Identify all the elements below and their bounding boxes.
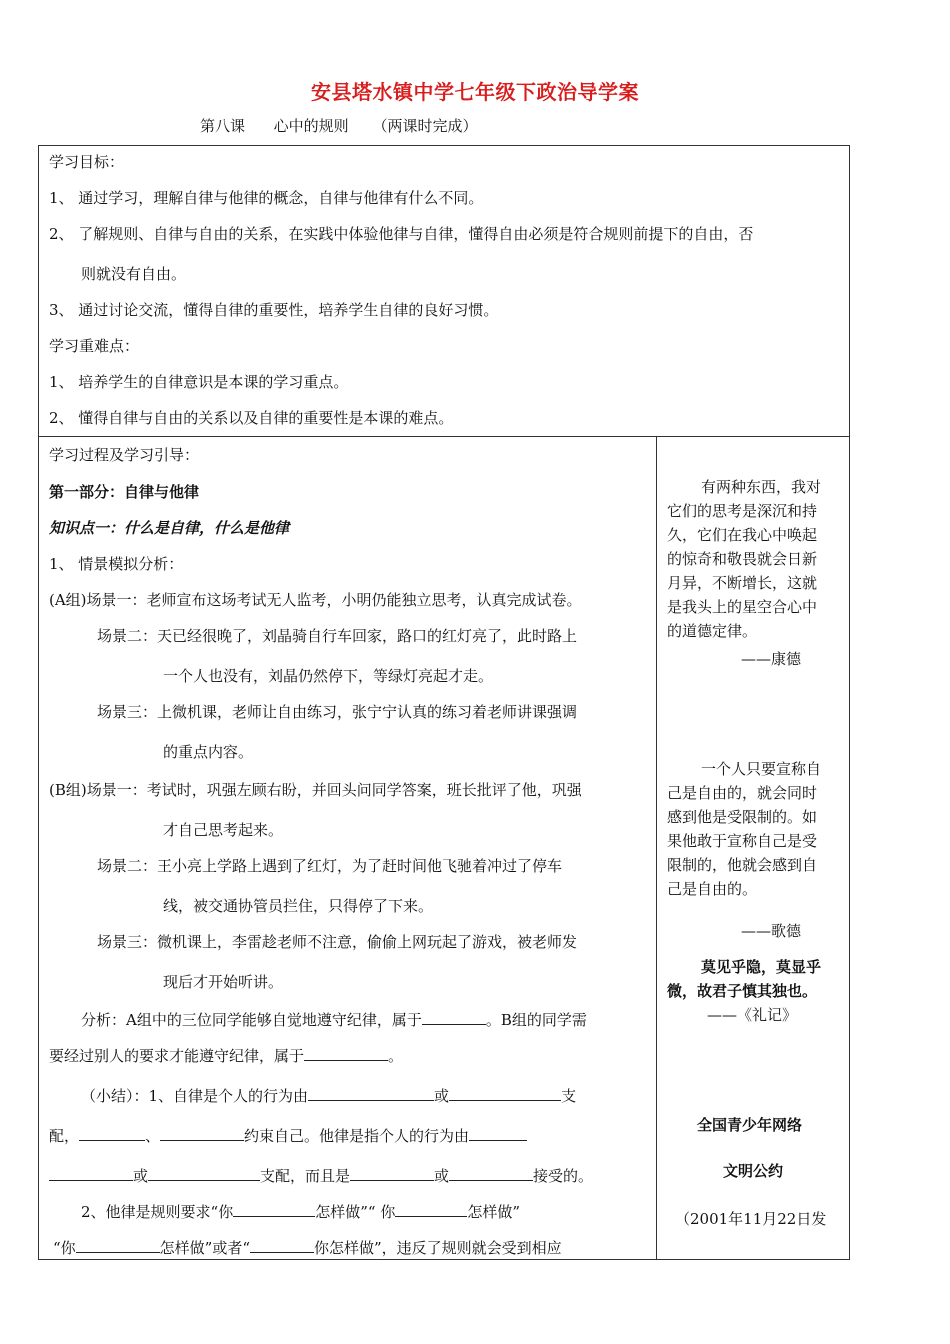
key-point-item: 2、 懂得自律与自由的关系以及自律的重要性是本课的难点。 bbox=[49, 409, 454, 427]
fill-blank[interactable] bbox=[304, 1046, 388, 1061]
scenario-intro: 1、 情景模拟分析： bbox=[49, 555, 184, 573]
analysis-line: 要经过别人的要求才能遵守纪律，属于 。 bbox=[49, 1047, 404, 1065]
summary-line: 或 支配，而且是 或 接受的。 bbox=[49, 1166, 593, 1186]
fill-blank[interactable] bbox=[148, 1166, 260, 1181]
quote-kant-line: 久，它们在我心中唤起 bbox=[667, 526, 818, 544]
scenario-line: (A组)场景一：老师宣布这场考试无人监考，小明仍能独立思考，认真完成试卷。 bbox=[49, 591, 582, 609]
quote-kant-line: 它们的思考是深沉和持 bbox=[667, 502, 818, 520]
quote-author: ——歌德 bbox=[741, 922, 802, 940]
scenario-line: 的重点内容。 bbox=[163, 743, 254, 761]
part-one-heading: 第一部分：自律与他律 bbox=[49, 483, 200, 501]
scenario-line: 场景二：天已经很晚了，刘晶骑自行车回家，路口的红灯亮了，此时路上 bbox=[97, 627, 578, 645]
quote-kant-line: 的惊奇和敬畏就会日新 bbox=[667, 550, 818, 568]
analysis-line: 分析：A组中的三位同学能够自觉地遵守纪律，属于 。B组的同学需 bbox=[81, 1011, 587, 1029]
key-point-item: 1、 培养学生的自律意识是本课的学习重点。 bbox=[49, 373, 349, 391]
lesson-subtitle: 第八课 心中的规则 （两课时完成） bbox=[200, 117, 478, 135]
objectives-heading: 学习目标： bbox=[49, 153, 125, 171]
fill-blank[interactable] bbox=[395, 1202, 467, 1217]
quote-kant-line: 的道德定律。 bbox=[667, 622, 758, 640]
process-heading: 学习过程及学习引导： bbox=[49, 446, 200, 464]
fill-blank[interactable] bbox=[422, 1010, 486, 1025]
page-title: 安县塔水镇中学七年级下政治导学案 bbox=[311, 80, 639, 104]
fill-blank[interactable] bbox=[160, 1126, 244, 1141]
heteronomy-line: 2、他律是规则要求“你 怎样做”“ 你 怎样做” bbox=[81, 1203, 520, 1221]
fill-blank[interactable] bbox=[49, 1166, 133, 1181]
quote-goethe-line: 感到他是受限制的。如 bbox=[667, 808, 818, 826]
quote-kant-line: 月异，不断增长，这就 bbox=[667, 574, 818, 592]
fill-blank[interactable] bbox=[449, 1086, 561, 1101]
scenario-line: (B组)场景一：考试时，巩强左顾右盼，并回头问同学答案，班长批评了他，巩强 bbox=[49, 781, 582, 799]
objective-item: 1、 通过学习，理解自律与他律的概念，自律与他律有什么不同。 bbox=[49, 189, 484, 207]
scenario-line: 一个人也没有，刘晶仍然停下，等绿灯亮起才走。 bbox=[163, 667, 494, 685]
key-points-heading: 学习重难点： bbox=[49, 337, 140, 355]
fill-blank[interactable] bbox=[469, 1126, 527, 1141]
fill-blank[interactable] bbox=[308, 1086, 434, 1101]
knowledge-point-heading: 知识点一：什么是自律，什么是他律 bbox=[49, 519, 290, 537]
scenario-line: 场景三：上微机课，老师让自由练习，张宁宁认真的练习着老师讲课强调 bbox=[97, 703, 578, 721]
objectives-box bbox=[38, 145, 850, 437]
objective-item: 3、 通过讨论交流，懂得自律的重要性，培养学生自律的良好习惯。 bbox=[49, 301, 499, 319]
process-box bbox=[38, 437, 850, 1260]
summary-line: 配， 、 约束自己。他律是指个人的行为由 bbox=[49, 1126, 527, 1146]
scenario-line: 场景二：王小亮上学路上遇到了红灯，为了赶时间他飞驰着冲过了停车 bbox=[97, 857, 563, 875]
scenario-line: 线，被交通协管员拦住，只得停了下来。 bbox=[163, 897, 434, 915]
convention-title: 全国青少年网络 bbox=[697, 1116, 803, 1134]
quote-author: ——康德 bbox=[741, 650, 802, 668]
objective-item: 则就没有自由。 bbox=[81, 265, 187, 283]
quote-liji-line: 微，故君子慎其独也。 bbox=[667, 982, 818, 1000]
column-divider bbox=[656, 437, 657, 1259]
fill-blank[interactable] bbox=[250, 1238, 314, 1253]
scenario-line: 现后才开始听讲。 bbox=[163, 973, 284, 991]
quote-kant-line: 有两种东西，我对 bbox=[701, 478, 822, 496]
fill-blank[interactable] bbox=[79, 1126, 145, 1141]
convention-date: （2001年11月22日发 bbox=[675, 1210, 827, 1228]
fill-blank[interactable] bbox=[449, 1166, 533, 1181]
quote-author: ——《礼记》 bbox=[707, 1006, 798, 1024]
quote-goethe-line: 限制的，他就会感到自 bbox=[667, 856, 818, 874]
quote-liji-line: 莫见乎隐，莫显乎 bbox=[701, 958, 822, 976]
convention-title: 文明公约 bbox=[723, 1162, 784, 1180]
fill-blank[interactable] bbox=[233, 1202, 315, 1217]
objective-item: 2、 了解规则、自律与自由的关系，在实践中体验他律与自律，懂得自由必须是符合规则前提下的自由，否 bbox=[49, 225, 754, 243]
quote-goethe-line: 己是自由的。 bbox=[667, 880, 758, 898]
quote-goethe-line: 一个人只要宣称自 bbox=[701, 760, 822, 778]
quote-goethe-line: 己是自由的，就会同时 bbox=[667, 784, 818, 802]
quote-kant-line: 是我头上的星空合心中 bbox=[667, 598, 818, 616]
scenario-line: 才自己思考起来。 bbox=[163, 821, 284, 839]
heteronomy-line: “你 怎样做”或者“ 你怎样做”，违反了规则就会受到相应 bbox=[53, 1239, 562, 1257]
summary-line: （小结）：1、自律是个人的行为由 或 支 bbox=[81, 1087, 577, 1105]
fill-blank[interactable] bbox=[76, 1238, 160, 1253]
scenario-line: 场景三：微机课上，李雷趁老师不注意，偷偷上网玩起了游戏，被老师发 bbox=[97, 933, 578, 951]
quote-goethe-line: 果他敢于宣称自己是受 bbox=[667, 832, 818, 850]
fill-blank[interactable] bbox=[350, 1166, 434, 1181]
